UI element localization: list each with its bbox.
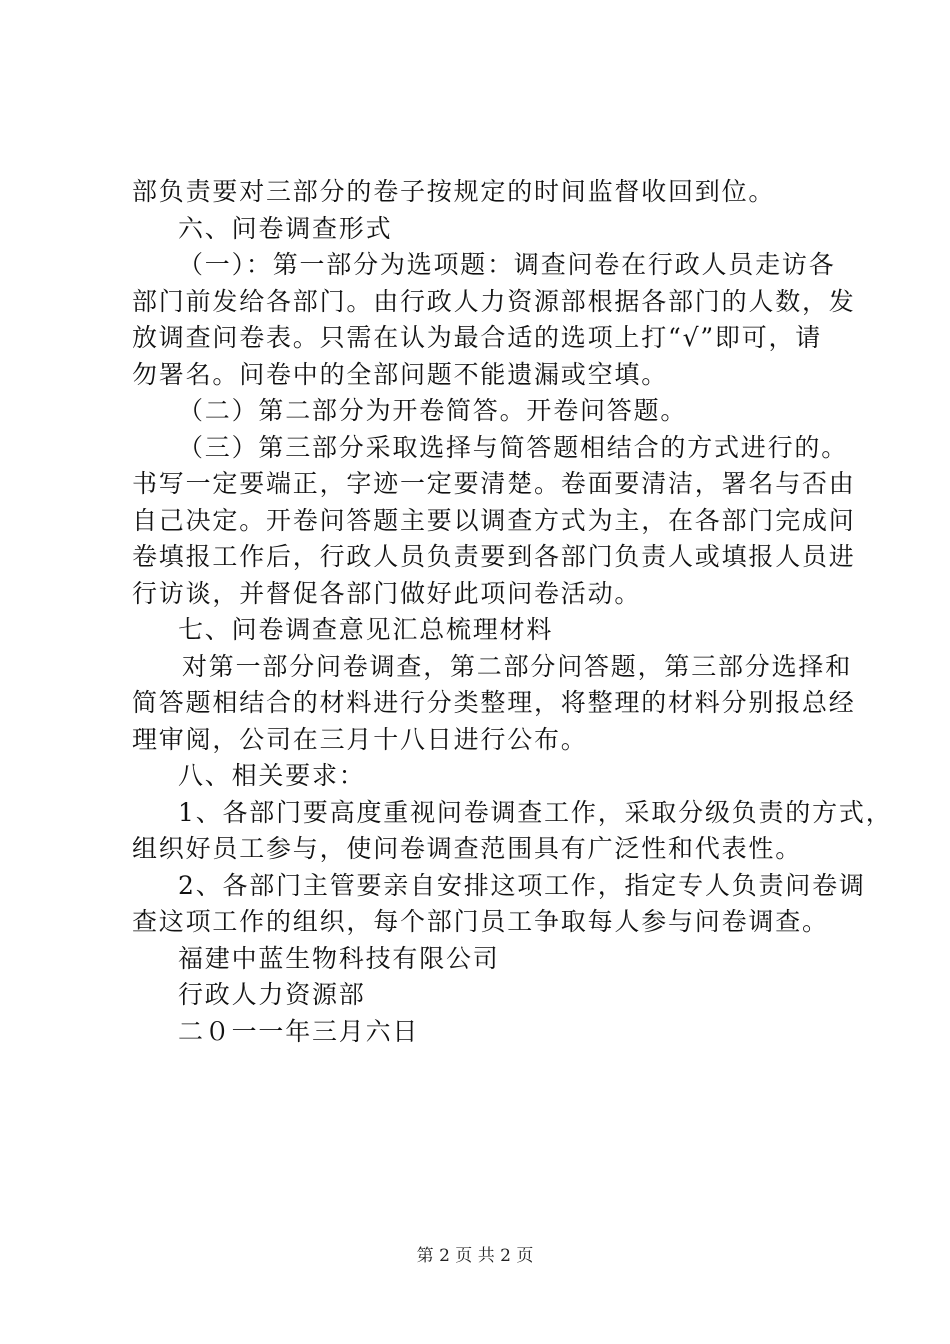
section-heading: 六、问卷调查形式 xyxy=(178,213,393,243)
department-name: 行政人力资源部 xyxy=(178,980,366,1009)
body-line: （二）第二部分为开卷简答。开卷问答题。 xyxy=(178,396,688,425)
document-date: 二０一一年三月六日 xyxy=(178,1016,420,1046)
body-line: 书写一定要端正，字迹一定要清楚。卷面要清洁，署名与否由 xyxy=(132,469,856,498)
body-line: （一）：第一部分为选项题：调查问卷在行政人员走访各 xyxy=(178,250,836,279)
company-name: 福建中蓝生物科技有限公司 xyxy=(178,943,500,973)
page-number-footer: 第 2 页 共 2 页 xyxy=(416,1246,534,1266)
body-line: 1、各部门要高度重视问卷调查工作，采取分级负责的方式， xyxy=(178,797,893,827)
body-line: 部门前发给各部门。由行政人力资源部根据各部门的人数，发 xyxy=(132,286,856,316)
body-line: 放调查问卷表。只需在认为最合适的选项上打“√”即可，请 xyxy=(132,323,823,352)
body-line: 部负责要对三部分的卷子按规定的时间监督收回到位。 xyxy=(132,177,776,206)
section-heading: 七、问卷调查意见汇总梳理材料 xyxy=(178,615,554,644)
section-heading: 八、相关要求： xyxy=(178,761,366,790)
body-line: 勿署名。问卷中的全部问题不能遗漏或空填。 xyxy=(132,359,669,389)
body-line: 行访谈，并督促各部门做好此项问卷活动。 xyxy=(132,578,642,608)
body-line: 自己决定。开卷问答题主要以调查方式为主，在各部门完成问 xyxy=(132,505,856,535)
body-line: （三）第三部分采取选择与简答题相结合的方式进行的。 xyxy=(178,432,849,462)
body-line: 卷填报工作后，行政人员负责要到各部门负责人或填报人员进 xyxy=(132,542,856,571)
body-line: 理审阅，公司在三月十八日进行公布。 xyxy=(132,724,588,754)
body-line: 查这项工作的组织，每个部门员工争取每人参与问卷调查。 xyxy=(132,907,829,936)
body-line: 2、各部门主管要亲自安排这项工作，指定专人负责问卷调 xyxy=(178,870,866,900)
document-body xyxy=(132,174,893,1050)
body-line: 组织好员工参与，使问卷调查范围具有广泛性和代表性。 xyxy=(132,834,803,863)
body-line: 简答题相结合的材料进行分类整理，将整理的材料分别报总经 xyxy=(132,688,856,717)
body-line: 对第一部分问卷调查，第二部分问答题，第三部分选择和 xyxy=(182,651,853,681)
